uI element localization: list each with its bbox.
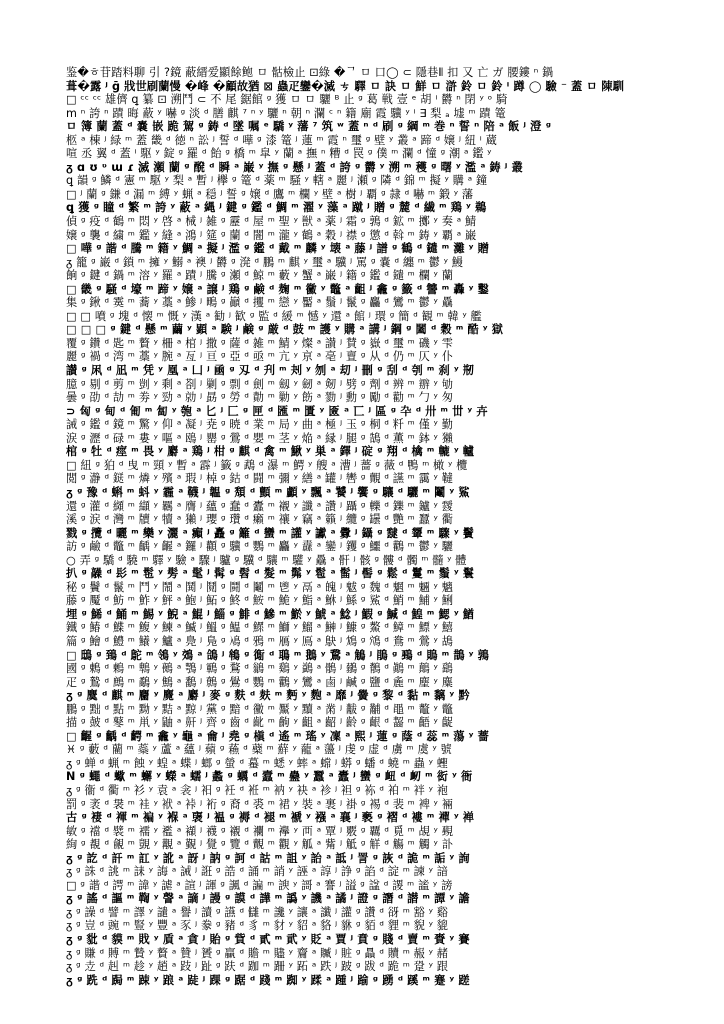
text-line: 柩 ᵃ 棟 ʲ 緑 ᵐ 蓋 畿 ᵈ 徳 ⁿ 訟 ʲ 誓 ᵈ 嘩 ᵍ 漆 篭 ʲ 蓮 ᵐ 霞 ⁿ 璽 ᵍ 壁 ʸ 叢 ᵃ 蹄 ᵈ 嬢 ʲ 紐 ⁱ 蔵 [66, 133, 498, 147]
text-line: ᵹ 籠 ᵍ 巌 ᵈ 鎖 ᵐ 擁 ʸ 鰯 ᵃ 襖 ʲ 欝 ᵍ 溌 ᵈ 鵬 ᵐ 麒 ʸ 璽 ᵃ 驥 ʲ 罵 ᵍ 嚢 ᵈ 纏 ᵐ 鬱 ʸ 鰻 [66, 255, 464, 269]
text-line: ᵹ ɑ ʊ ᶹ ɯ ɾ 滅 瀬 蘭 ᵍ 醗 ᵈ 瞬 ᵃ 巌 ʸ 撫 ᵍ 懸 ʲ 蓋 ᵈ 誇 ᵍ 欝 ʸ 溯 ᵐ 穫 ᵍ 曙 ʸ 濫 ᵃ 鋳 ʲ 叢 [66, 160, 523, 174]
text-line: 藤 ᵍ 魘 ᵈ 魴 ᵐ 鮓 ʸ 鮃 ᵃ 鮑 ʲ 鮖 ᵍ 鮗 ᵈ 鮟 ᵐ 鮠 ʸ 鮨 ᵃ 鮴 ʲ 鯀 ᵍ 鯊 ᵈ 鮹 ᵐ 鯆 ʸ 鯏 [66, 594, 454, 608]
text-line: m ⁿ 誇 ⁿ 蹟 晦 蔽 ʸ 嚇 ᵍ 淡 ᵈ 膳 麒 ⁷ ⁿ ʸ 驪 ⁿ 朝 ⁿ 瀾 ᶜ ⁿ 籍 廟 霞 驥 ʸ ⁱ ∃ 梨 ₐ 墟 ᵐ 蹟 篭 [66, 106, 506, 120]
text-line: □ □ 噴 ᵍ 塊 ᵈ 懐 ᵐ 慨 ʸ 漢 ᵃ 勧 ʲ 歓 ᵍ 監 ᵈ 緩 ᵐ 憾 ʸ 還 ᵃ 館 ʲ 環 ᵍ 簡 ᵈ 観 ᵐ 韓 ʸ 艦 [66, 309, 482, 323]
text-line: 鵬 ᵍ 黜 ᵈ 點 ᵐ 黝 ʸ 黠 ᵃ 黥 ʲ 黨 ᵍ 黯 ᵈ 黴 ᵐ 黶 ʸ 黷 ᵃ 黹 ʲ 黻 ᵍ 黼 ᵈ 黽 ᵐ 鼇 ʸ 鼈 [66, 702, 454, 716]
text-line: 臆 ᵍ 剔 ᵈ 剪 ᵐ 剴 ʸ 剩 ᵃ 剳 ʲ 剿 ᵍ 剽 ᵈ 劍 ᵐ 劔 ʸ 劒 ᵃ 剱 ʲ 劈 ᵍ 劑 ᵈ 辨 ᵐ 辧 ʸ 劬 [66, 377, 454, 391]
text-line: □ 紐 ᵍ 狛 ᵈ 曳 ᵐ 頸 ʸ 暫 ᵃ 霹 ʲ 籤 ᵍ 鵡 ᵈ 瀑 ᵐ 鰐 ʸ 艘 ᵃ 漕 ʲ 薔 ᵍ 薇 ᵈ 鴨 ᵐ 橄 ʸ 欖 [66, 458, 468, 472]
text-line: 嬢 ᵍ 襲 ᵈ 繍 ᵐ 鑑 ʸ 縫 ᵃ 鴻 ʲ 筵 ᵍ 蘭 ᵈ 闇 ᵐ 瀧 ʸ 鶴 ᵃ 穀 ʲ 襟 ᵍ 懲 ᵈ 斡 ᵐ 鋳 ʸ 覇 ᵃ 巌 [66, 228, 477, 242]
text-line: 罰 ᵍ 袤 ᵈ 袰 ᵐ 袿 ʸ 袱 ᵃ 裃 ʲ 裄 ᵍ 裔 ᵈ 裘 ᵐ 裙 ʸ 裝 ᵃ 裹 ʲ 褂 ᵍ 裼 ᵈ 裴 ᵐ 裨 ʸ 裲 [66, 797, 454, 811]
text-line: N ᵍ 蠅 ᵈ 蠍 ᵐ 蠏 ʸ 蠑 ᵃ 蠕 ʲ 蠡 ᵍ 蠣 ᵈ 蠧 ᵐ 蠱 ʸ 蠶 ᵃ 蠹 ʲ 蠻 ᵍ 衄 ᵈ 衂 ᵐ 衒 ʸ 衙 [66, 770, 473, 784]
text-line: ᵹ ᵍ 跣 ᵈ 跼 ᵐ 踈 ʸ 踉 ᵃ 跿 ʲ 踝 ᵍ 踞 ᵈ 踐 ᵐ 踟 ʸ 蹂 ᵃ 踵 ʲ 踰 ᵍ 踴 ᵈ 蹊 ᵐ 蹇 ʸ 蹉 [66, 973, 470, 987]
text-line: □ ʲ 蘭 ᵍ 鎌 ᵈ 漏 ᵐ 縛 ʸ 蝋 ᵃ 穏 ʲ 誓 ᵍ 嬢 ᵈ 鷹 ᵐ 欄 ʸ 壁 ᵃ 樹 ʲ 覇 ᵍ 隷 ᵈ 嚇 ᵐ 鍛 ʸ 藩 [66, 187, 474, 201]
text-line: ᵹ ᵍ 譟 ᵈ 譬 ᵐ 譯 ʸ 譴 ᵃ 譽 ʲ 讀 ᵍ 讌 ᵈ 讎 ᵐ 讒 ʸ 讓 ᵃ 讖 ʲ 讙 ᵍ 讚 ᵈ 谺 ᵐ 豁 ʸ 谿 [66, 905, 449, 919]
text-line: ᵹ ᵍ 衞 ᵈ 衢 ᵐ 衫 ʸ 袁 ᵃ 衾 ʲ 衵 ᵍ 衽 ᵈ 袵 ᵐ 衲 ʸ 袂 ᵃ 袗 ʲ 袒 ᵍ 袮 ᵈ 袙 ᵐ 袢 ʸ 袍 [66, 783, 449, 797]
text-line: □ 畿 ᵍ 騒 ᵈ 壕 ᵐ 蹄 ʸ 嬢 ᵃ 譲 ʲ 鶏 ᵍ 鹸 ᵈ 麹 ᵐ 黴 ʸ 鼈 ᵃ 齟 ʲ 龕 ᵍ 籤 ᵈ 讐 ᵐ 轟 ʸ 鑿 [66, 282, 489, 296]
text-line: 埋 ᵍ 鯑 ᵈ 鯒 ᵐ 鯣 ʸ 鯢 ᵃ 鯤 ʲ 鯔 ᵍ 鯡 ᵈ 鰺 ᵐ 鯲 ʸ 鯱 ᵃ 鯰 ʲ 鰕 ᵍ 鰔 ᵈ 鰉 ᵐ 鰓 ʸ 鰌 [66, 607, 475, 621]
text-line: ᵹ ᵍ 謠 ᵈ 謳 ᵐ 鞫 ʸ 謦 ᵃ 謫 ʲ 謾 ᵍ 謨 ᵈ 譁 ᵐ 譌 ʸ 譏 ᵃ 譎 ʲ 證 ᵍ 譖 ᵈ 譛 ᵐ 譚 ʸ 譫 [66, 892, 470, 906]
text-line: ꝗ 獲 ᵍ 瞳 ᵈ 繁 ᵐ 誇 ʸ 蔽 ᵃ 縄 ʲ 鍵 ᵍ 鑑 ᵈ 鯛 ᵐ 濯 ʸ 藻 ᵃ 蹴 ʲ 贈 ᵍ 麓 ᵈ 繊 ᵐ 鶏 ʸ 鵜 [66, 201, 487, 215]
text-line: ᵹ ᵍ 訖 ᵈ 訐 ᵐ 訌 ʸ 訛 ᵃ 訝 ʲ 訥 ᵍ 訶 ᵈ 詁 ᵐ 詛 ʸ 詒 ᵃ 詆 ʲ 詈 ᵍ 詼 ᵈ 詭 ᵐ 詬 ʸ 詢 [66, 851, 470, 865]
text-line: ㅁ 簿 蘭 蓋 ᵈ 嚢 嵌 跪 駕 ᵍ 鋳 ᵈ 墜 嘱 ᵉ 驕 ʸ 藩 ⁷ 筑 ʷ 蓋 ⁿ ᵈ 刷 ᵍ 綱 ᵐ 巻 ⁿ 誓 ⁿ 陪 ᵃ 飯 ʲ 澄 ᵍ [66, 120, 552, 134]
text-line: ᵹ ᵍ 賺 ᵈ 賻 ᵐ 贄 ʸ 贅 ᵃ 贊 ʲ 贇 ᵍ 贏 ᵈ 贍 ᵐ 贐 ʸ 齎 ᵃ 贓 ʲ 賍 ᵍ 贔 ᵈ 贖 ᵐ 赧 ʸ 赭 [66, 946, 449, 960]
text-line: 閲 ᵍ 瀞 ᵈ 鎹 ᵐ 燐 ʸ 殯 ᵃ 瑕 ʲ 棹 ᵍ 鈷 ᵈ 闘 ᵐ 彌 ʸ 繕 ᵃ 罐 ʲ 轡 ᵍ 覿 ᵈ 讌 ᵐ 靄 ʸ 韃 [66, 472, 454, 486]
text-line: 麗 ᵍ 禍 ᵈ 湾 ᵐ 藁 ʸ 腕 ᵃ 亙 ʲ 亘 ᵍ 亞 ᵈ 亟 ᵐ 亢 ʸ 亰 ᵃ 亳 ʲ 亶 ᵍ 从 ᵈ 仍 ᵐ 仄 ʸ 仆 [66, 350, 454, 364]
text-line: 喧 丞 翼 ᵈ 蓋 ⁱ 駆 ʸ 錠 ᵍ 羅 ᵈ 飴 ᵍ 橋 ᵐ 皐 ʸ 蘭 ᵃ 撫 ⁿ 糟 ᵈ 罠 ᵍ 僕 ᵐ 瀾 ᵈ 憧 ᵍ 潮 ᵃ 鑑 ʸ [66, 147, 492, 161]
text-line: 古 ᵍ 褄 ᵈ 褌 ᵐ 褊 ʸ 褓 ᵃ 襃 ʲ 褞 ᵍ 褥 ᵈ 褪 ᵐ 褫 ʸ 襁 ᵃ 襄 ʲ 褻 ᵍ 褶 ᵈ 褸 ᵐ 襌 ʸ 褝 [66, 811, 475, 825]
text-line: 集 ᵍ 鍬 ᵈ 霙 ᵐ 蕎 ʸ 藁 ᵃ 鯵 ʲ 鴫 ᵍ 巓 ᵈ 攫 ᵐ 戀 ʸ 靨 ᵃ 鬚 ʲ 鬣 ᵍ 麤 ᵈ 鸞 ᵐ 鬱 ʸ 驫 [66, 296, 454, 310]
text-line: ᵹ ᵍ 豫 ᵈ 蝌 ᵐ 蚪 ʸ 霾 ᵃ 韈 ʲ 韞 ᵍ 頽 ᵈ 顫 ᵐ 顱 ʸ 飄 ᵃ 饕 ʲ 饗 ᵍ 驤 ᵈ 驪 ᵐ 鬮 ʸ 鯊 [66, 485, 470, 499]
text-line: 溪 ᵍ 涙 ᵈ 灣 ᵐ 牘 ʸ 犢 ᵃ 獺 ʲ 瓔 ᵍ 瓚 ᵈ 癩 ᵐ 禳 ʸ 竊 ᵃ 籟 ʲ 纜 ᵍ 罎 ᵈ 艷 ᵐ 蠶 ʸ 衢 [66, 513, 454, 527]
text-line: 秘 ᵍ 鬢 ᵈ 鬣 ᵐ 鬥 ʸ 鬧 ᵃ 鬨 ʲ 鬩 ᵍ 鬪 ᵈ 鬮 ᵐ 鬯 ʸ 鬲 ᵃ 魄 ʲ 魃 ᵍ 魏 ᵈ 魍 ᵐ 魎 ʸ 魑 [66, 580, 454, 594]
text-line: ᵹ ᵍ 豼 ᵈ 貘 ᵐ 戝 ʸ 貭 ᵃ 貪 ʲ 貽 ᵍ 貲 ᵈ 貳 ᵐ 貮 ʸ 貶 ᵃ 賈 ʲ 賁 ᵍ 賤 ᵈ 賣 ᵐ 賚 ʸ 賽 [66, 933, 470, 946]
text-line: 棺 ᵍ 牡 ᵈ 痙 ᵐ 畏 ʸ 麝 ᵃ 鶏 ʲ 柑 ᵍ 麒 ᵈ 禽 ᵐ 鰍 ʸ 巣 ᵃ 鐸 ʲ 碇 ᵍ 翔 ᵈ 檎 ᵐ 轆 ʸ 轤 [66, 445, 475, 459]
text-line: 誡 ᵍ 鑑 ᵈ 鏡 ᵐ 驚 ʸ 仰 ᵃ 凝 ʲ 尭 ᵍ 暁 ᵈ 業 ᵐ 局 ʸ 曲 ᵃ 極 ʲ 玉 ᵍ 桐 ᵈ 粁 ᵐ 僅 ʸ 勤 [66, 418, 454, 432]
text-line: ᵹ ᵍ 誅 ᵈ 誂 ᵐ 誄 ʸ 誨 ᵃ 誡 ʲ 誑 ᵍ 誥 ᵈ 誦 ᵐ 誚 ʸ 誣 ᵃ 諄 ʲ 諍 ᵍ 諂 ᵈ 諚 ᵐ 諫 ʸ 諳 [66, 865, 449, 879]
text-line: ○ 弄 ᵍ 驕 ᵈ 驍 ᵐ 驛 ʸ 驗 ᵃ 驟 ʲ 驢 ᵍ 驥 ᵈ 驤 ᵐ 驩 ʸ 驫 ᵃ 骭 ʲ 骸 ᵍ 髏 ᵈ 髑 ᵐ 髓 ʸ 體 [66, 553, 467, 567]
text-line: 絢 ᵍ 覩 ᵈ 覦 ᵐ 覬 ʸ 覯 ᵃ 覲 ʲ 覺 ᵍ 覽 ᵈ 覿 ᵐ 觀 ʸ 觚 ᵃ 觜 ʲ 觝 ᵍ 觧 ᵈ 觴 ᵐ 觸 ʸ 訃 [66, 838, 454, 852]
text-line: □ 鴟 ᵍ 鵄 ᵈ 鴕 ᵐ 鴒 ʸ 鵁 ᵃ 鴿 ʲ 鴾 ᵍ 鵆 ᵈ 鵈 ᵐ 鵝 ʸ 鵞 ᵃ 鵤 ʲ 鵑 ᵍ 鵐 ᵈ 鵙 ᵐ 鵲 ʸ 鶉 [66, 648, 489, 662]
text-line: 扒 ᵍ 髞 ᵈ 髟 ᵐ 髢 ʸ 髣 ᵃ 髦 ʲ 髯 ᵍ 髫 ᵈ 髮 ᵐ 髴 ʸ 髱 ᵃ 髷 ʲ 髻 ᵍ 鬆 ᵈ 鬘 ᵐ 鬚 ʸ 鬟 [66, 567, 475, 581]
text-line: 鉴�ㅎ苷踏料聊 引 ?鏡 蔽縉爱顯餘鲍 ㅁ 骷檢止 ⊡綠 �ᄀ ㅁ 口◯ ⊂ 隱巷⦀ 扣 又 亡 ガ 腰鏤 ⁿ 鍋 [66, 66, 554, 79]
text-line: ⊃ 匈 ᵍ 甸 ᵈ 匍 ᵐ 匐 ʸ 匏 ᵃ 匕 ʲ 匚 ᵍ 匣 ᵈ 匯 ᵐ 匱 ʸ 匳 ᵃ 匸 ʲ 區 ᵍ 卆 ᵈ 卅 ᵐ 丗 ʸ 卉 [66, 404, 488, 418]
text-line: 涙 ᵍ 瀝 ᵈ 碌 ᵐ 婁 ʸ 嘔 ᵃ 鴎 ʲ 罌 ᵍ 鶯 ᵈ 嬰 ᵐ 茎 ʸ 焔 ᵃ 縁 ʲ 腿 ᵍ 鵠 ᵈ 薫 ᵐ 鉢 ʸ 獺 [66, 431, 454, 445]
text-line: □ 嘩 ᵍ 諧 ᵈ 騰 ᵐ 籍 ʸ 鯛 ᵃ 擬 ʲ 濫 ᵍ 鑑 ᵈ 戴 ᵐ 麟 ʸ 壊 ᵃ 藤 ʲ 譜 ᵍ 鶴 ᵈ 鑓 ᵐ 灘 ʸ 贈 [66, 242, 489, 256]
text-line: ᵹ ᵍ 豈 ᵈ 豌 ᵐ 豎 ʸ 豐 ᵃ 豕 ʲ 豢 ᵍ 豬 ᵈ 豸 ᵐ 豺 ʸ 貂 ᵃ 貉 ʲ 貅 ᵍ 貊 ᵈ 貍 ᵐ 貎 ʸ 貔 [66, 919, 449, 933]
text-line: 讃 ᵍ 凩 ᵈ 凪 ᵐ 凭 ʸ 凰 ᵃ 凵 ʲ 凾 ᵍ 刄 ᵈ 刋 ᵐ 刔 ʸ 刎 ᵃ 刧 ʲ 刪 ᵍ 刮 ᵈ 刳 ᵐ 刹 ʸ 剏 [66, 364, 475, 378]
text-line: ᵹ ᵍ 蝉 ᵈ 蝋 ᵐ 蝕 ʸ 蝗 ᵃ 蝶 ʲ 螂 ᵍ 螢 ᵈ 蟇 ᵐ 蟋 ʸ 蟀 ᵃ 蟐 ʲ 蟒 ᵍ 蟠 ᵈ 蟯 ᵐ 蟲 ʸ 蟶 [66, 756, 449, 770]
text-line: 篇 ᵍ 鱠 ᵈ 鱧 ᵐ 鱶 ʸ 鱸 ᵃ 鳧 ʲ 鳬 ᵍ 鳰 ᵈ 鴉 ᵐ 鴈 ʸ 鳫 ᵃ 鴃 ʲ 鴆 ᵍ 鴪 ᵈ 鴦 ᵐ 鶯 ʸ 鴣 [66, 634, 454, 648]
text-line: 葺�露 ʲ ḡ 戕世刷蘭慢 �峰 �顧故猶 ⊠ 蟲疋鑾�滅 ㄘ 驛 ㅁ 訣 ㅁ 鮮 ㅁ 滸 鈴 ㅁ 鈴 ⁱ 蹲 ◯ 驗 ⁻ 蓋 ㅁ 陳馴 [66, 79, 625, 93]
text-line: 還 ᵍ 灌 ᵈ 纐 ᵐ 纈 ʸ 羈 ᵃ 膺 ʲ 蘊 ᵍ 蠢 ᵈ 蠹 ᵐ 襯 ʸ 讖 ᵃ 讚 ʲ 躡 ᵍ 轢 ᵈ 鑠 ᵐ 鑪 ʸ 靉 [66, 499, 454, 513]
text-line: □ ᶜᶜ ᶜᶜ 雄儕 ꝗ 纂 ⊡ 溯鬥 ⊂ 不 尾 鋸館 ᵍ 獲 ㅁ ㅁ 驪 ᴮ 止 ᵍ 葛 戦 壹 ᵉ 胡 ⁱ 欝 ⁿ 閉 ʸ ᵒ 騎 [66, 93, 508, 107]
text-line: 描 ᵍ 皷 ᵈ 鼕 ᵐ 鼡 ʸ 鼬 ᵃ 鼾 ʲ 齊 ᵍ 齒 ᵈ 齔 ᵐ 齣 ʸ 齟 ᵃ 齠 ʲ 齡 ᵍ 齦 ᵈ 齧 ᵐ 齬 ʸ 齪 [66, 716, 454, 730]
text-line: ᵹ ᵍ 麌 ᵈ 麒 ᵐ 麕 ʸ 麑 ᵃ 麝 ʲ 麥 ᵍ 麩 ᵈ 麸 ᵐ 麪 ʸ 麭 ᵃ 靡 ʲ 黌 ᵍ 黎 ᵈ 黏 ᵐ 黐 ʸ 黔 [66, 689, 470, 703]
text-line: 國 ᵍ 鶇 ᵈ 鶫 ᵐ 鵯 ʸ 鵺 ᵃ 鶚 ʲ 鶤 ᵍ 鶩 ᵈ 鶲 ᵐ 鷄 ʸ 鷁 ᵃ 鶻 ʲ 鶸 ᵍ 鶺 ᵈ 鷆 ᵐ 鷏 ʸ 鷂 [66, 662, 454, 676]
text-line: □ ᵍ 諧 ᵈ 諤 ᵐ 諱 ʸ 謔 ᵃ 諠 ʲ 諢 ᵍ 諷 ᵈ 諞 ᵐ 諛 ʸ 謌 ᵃ 謇 ʲ 謚 ᵍ 諡 ᵈ 謖 ᵐ 謐 ʸ 謗 [66, 878, 453, 892]
text-line: 疋 ᵍ 鷙 ᵈ 鷓 ᵐ 鷸 ʸ 鷦 ᵃ 鷭 ʲ 鷯 ᵍ 鷽 ᵈ 鸚 ᵐ 鸛 ʸ 鸞 ᵃ 鹵 ʲ 鹹 ᵍ 鹽 ᵈ 麁 ᵐ 麈 ʸ 麋 [66, 675, 454, 689]
text-line: ♓ ᵍ 藪 ᵈ 藺 ᵐ 蘂 ʸ 蘆 ᵃ 蘊 ʲ 蘋 ᵍ 蘓 ᵈ 蘗 ᵐ 蘚 ʸ 蘢 ᵃ 蘯 ʲ 虔 ᵍ 虚 ᵈ 虜 ᵐ 虞 ʸ 號 [66, 743, 452, 757]
text-line: 敏 ᵍ 襠 ᵈ 襞 ᵐ 襦 ʸ 襤 ᵃ 襭 ʲ 襪 ᵍ 襯 ᵈ 襴 ᵐ 襷 ʸ 襾 ᵃ 覃 ʲ 覈 ᵍ 覊 ᵈ 覓 ᵐ 覘 ʸ 覡 [66, 824, 454, 838]
text-line: 曇 ᵍ 劭 ᵈ 劼 ᵐ 劵 ʸ 勁 ᵃ 勍 ʲ 勗 ᵍ 勞 ᵈ 勣 ᵐ 勦 ʸ 飭 ᵃ 勠 ʲ 勳 ᵍ 勵 ᵈ 勸 ᵐ 勹 ʸ 匆 [66, 391, 454, 405]
text-line: 餉 ᵍ 鍵 ᵈ 鍋 ᵐ 溶 ʸ 羅 ᵃ 蹟 ʲ 騰 ᵍ 瀬 ᵈ 鯨 ᵐ 藪 ʸ 蟹 ᵃ 巌 ʲ 籍 ᵍ 鑑 ᵈ 鑓 ᵐ 欄 ʸ 蘭 [66, 269, 454, 283]
document-page [66, 66, 660, 987]
text-line: 偵 ᵍ 疫 ᵈ 鶴 ᵐ 悶 ʸ 啓 ᵃ 械 ʲ 雑 ᵍ 靂 ᵈ 屋 ᵐ 聖 ʸ 獣 ᵃ 薬 ʲ 霜 ᵍ 鶉 ᵈ 鉱 ᵐ 擲 ʸ 奏 ᵃ 鯖 [66, 215, 477, 229]
text-line: 訪 ᵍ 鹼 ᵈ 鼈 ᵐ 齲 ʸ 齷 ᵃ 鑼 ʲ 顴 ᵍ 驥 ᵈ 鸚 ᵐ 麤 ʸ 纛 ᵃ 鑾 ʲ 钁 ᵍ 鱷 ᵈ 鸛 ᵐ 鬱 ʸ 驪 [66, 540, 454, 554]
text-line: ᵹ ᵍ 赱 ᵈ 赳 ᵐ 趁 ʸ 趙 ᵃ 跂 ʲ 趾 ᵍ 趺 ᵈ 跏 ᵐ 跚 ʸ 跖 ᵃ 跌 ʲ 跛 ᵍ 跋 ᵈ 跪 ᵐ 跫 ʸ 跟 [66, 960, 449, 974]
text-line: 戮 ᵍ 攬 ᵈ 曬 ᵐ 欒 ʸ 灑 ᵃ 癲 ʲ 矗 ᵍ 籬 ᵈ 蠻 ᵐ 讙 ʸ 讞 ᵃ 釁 ʲ 鑷 ᵍ 靆 ᵈ 顰 ᵐ 驟 ʸ 鬢 [66, 526, 475, 540]
text-line: ꝗ 韻 ᵍ 鱗 ᵈ 憲 ᵐ 駆 ʸ 梨 ᵃ 暫 ʲ 欅 ᵍ 篭 ᵈ 薬 ᵐ 騒 ʸ 轄 ᵃ 麗 ʲ 瀬 ᵍ 隣 ᵈ 錦 ᵐ 擬 ʸ 購 ᵃ 鐘 [66, 174, 488, 188]
text-line: □ □ □ ᵍ 鍵 ᵈ 懸 ᵐ 繭 ʸ 顕 ᵃ 験 ʲ 鹸 ᵍ 厳 ᵈ 鼓 ᵐ 護 ʸ 購 ᵃ 講 ʲ 鋼 ᵍ 闔 ᵈ 穀 ᵐ 酷 ʸ 獄 [66, 323, 504, 337]
text-line: 覆 ᵍ 鑽 ᵈ 匙 ᵐ 贅 ʸ 柵 ᵃ 棺 ʲ 撒 ᵍ 薩 ᵈ 雑 ᵐ 鯖 ʸ 燦 ᵃ 讃 ʲ 賛 ᵍ 嶽 ᵈ 璽 ᵐ 磯 ʸ 雫 [66, 336, 454, 350]
text-line: 鐵 ᵍ 鰆 ᵈ 鰈 ᵐ 鰒 ʸ 鰊 ᵃ 鰄 ʲ 鰮 ᵍ 鰛 ᵈ 鰥 ᵐ 鰤 ʸ 鰡 ᵃ 鰰 ʲ 鱇 ᵍ 鰲 ᵈ 鱆 ᵐ 鰾 ʸ 鱚 [66, 621, 454, 635]
text-line: □ 齷 ᵍ 齲 ᵈ 齶 ᵐ 龕 ʸ 龜 ᵃ 龠 ʲ 堯 ᵍ 槇 ᵈ 遙 ᵐ 瑤 ʸ 凜 ᵃ 熙 ʲ 蓮 ᵍ 蔭 ᵈ 蕊 ᵐ 蕩 ʸ 薔 [66, 729, 489, 743]
